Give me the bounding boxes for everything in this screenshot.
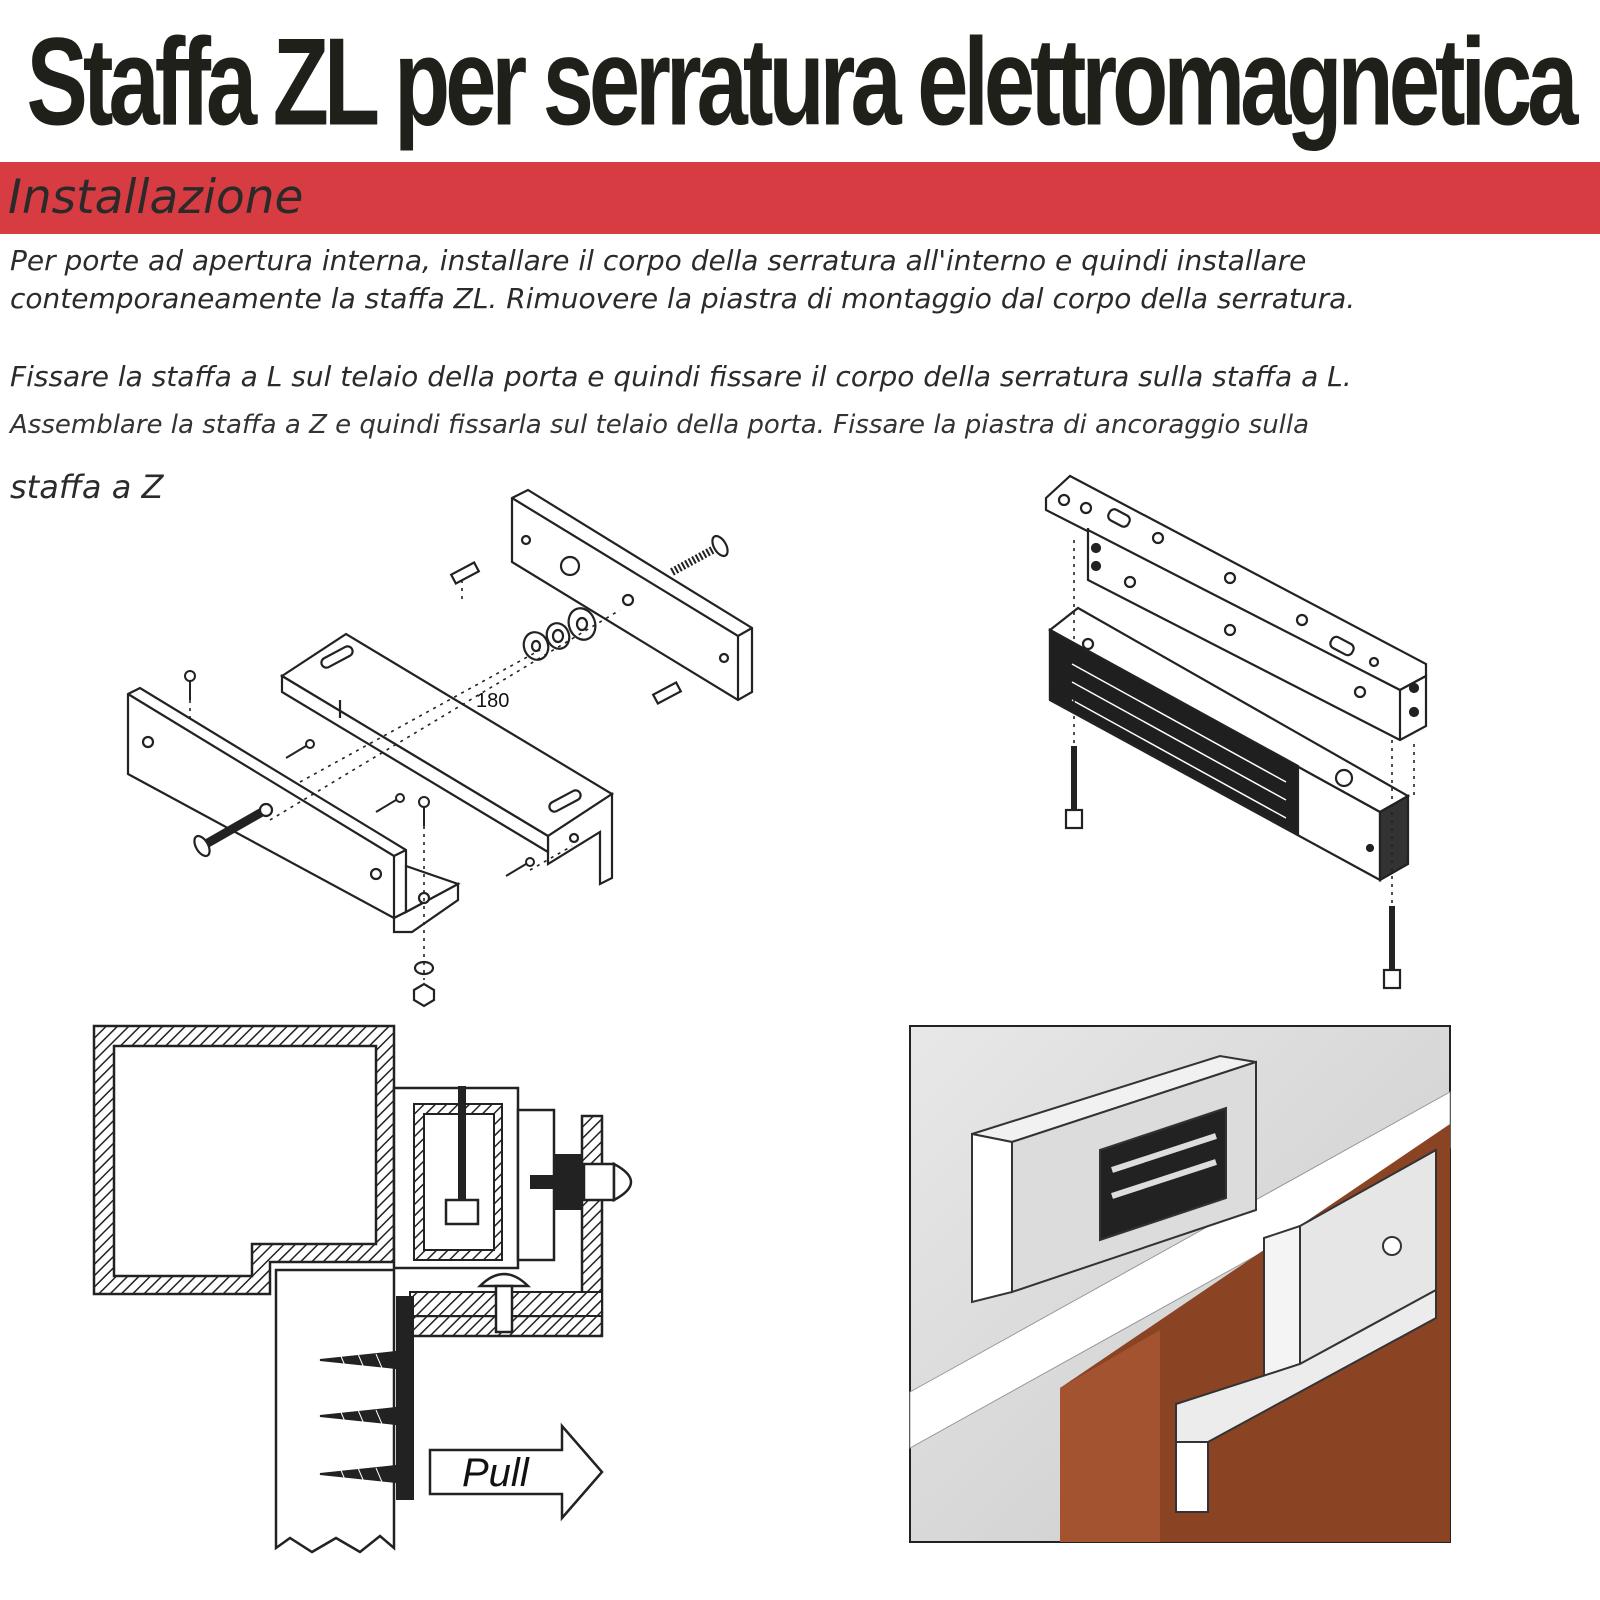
instruction-paragraph-3: Assemblare la staffa a Z e quindi fissarla sul telaio della porta. Fissare la piastra di ancoraggio sulla [10,410,1310,440]
lock-bolt-icon [1384,906,1400,988]
nut-icon [414,984,434,1006]
instruction-paragraph-4: staffa a Z [10,468,164,506]
pin-icon [653,682,681,703]
lock-bolt-icon [1066,746,1082,828]
pull-arrow [430,1426,602,1518]
instruction-paragraph-1: Per porte ad apertura interna, installare il corpo della serratura all'interno e quindi installare contemporaneamente la staffa ZL. Rimuovere la piastra di montaggio dal corpo della serratura. [10,244,1356,315]
installed-view-diagram [910,1026,1450,1542]
exploded-bracket-diagram [128,490,752,1006]
screw-icon [672,533,731,572]
pin-icon [451,562,479,583]
instruction-paragraph-2: Fissare la staffa a L sul telaio della porta e quindi fissare il corpo della serratura sulla staffa a L. [10,360,1352,393]
dimension-label: 180 [476,690,510,712]
pull-label: Pull [462,1451,529,1495]
cross-section-diagram [94,1026,631,1552]
page-title: Staffa ZL per serratura elettromagnetica [26,13,1574,152]
section-label: Installazione [8,170,304,225]
anchor-plate [512,490,752,700]
lock-body-diagram [1046,476,1426,988]
